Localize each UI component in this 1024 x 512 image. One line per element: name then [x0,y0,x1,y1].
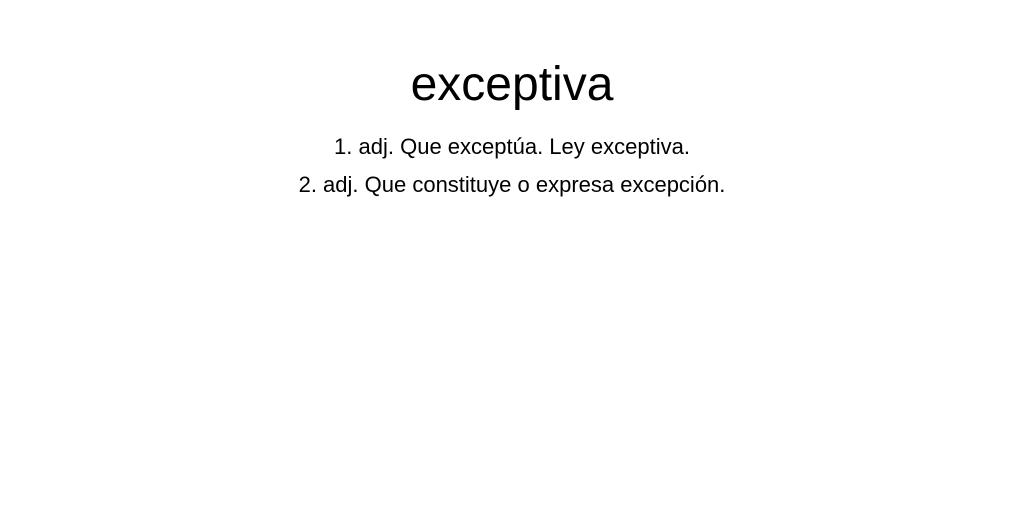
definition-list [0,128,1024,204]
headword: exceptiva [410,58,614,111]
definition-2: 2. adj. Que constituye o expresa excepción. [298,172,726,197]
definition-1: 1. adj. Que exceptúa. Ley exceptiva. [334,134,690,159]
